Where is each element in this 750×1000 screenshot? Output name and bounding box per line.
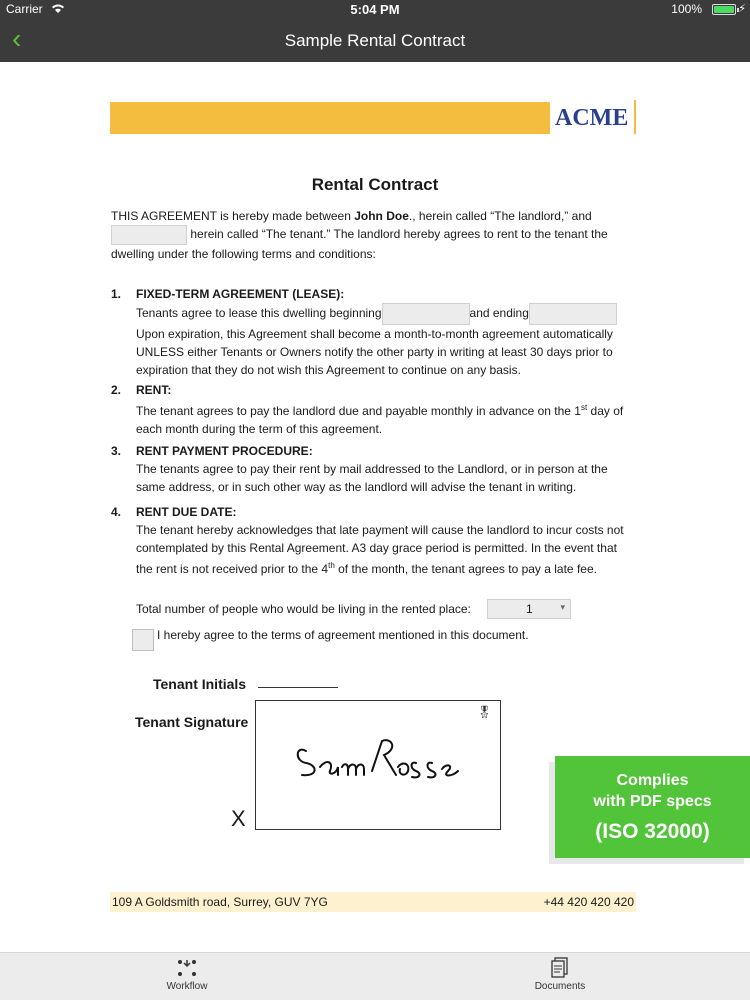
agree-label: I hereby agree to the terms of agreement mentioned in this document. (157, 628, 529, 642)
nav-bar (0, 20, 750, 62)
battery-icon (712, 4, 736, 15)
status-bar (0, 0, 750, 20)
item-number: 3. (111, 444, 122, 458)
carrier-label: Carrier (6, 2, 43, 16)
chevron-left-icon[interactable]: ‹ (12, 23, 22, 54)
clock: 5:04 PM (350, 2, 400, 17)
landlord-name: John Doe (354, 209, 409, 223)
signature-field[interactable] (255, 700, 501, 830)
lease-end-date-field[interactable] (529, 303, 617, 325)
signature-label: Tenant Signature (135, 714, 249, 730)
logo-divider (634, 100, 636, 134)
charging-icon: ⚡ (738, 3, 746, 15)
address: 109 A Goldsmith road, Surrey, GUV 7YG (112, 895, 328, 909)
document-footer (110, 892, 636, 912)
pdf-compliance-banner: Complies with PDF specs (ISO 32000) (555, 756, 750, 858)
certificate-icon: 🎖 (476, 705, 492, 719)
item-number: 2. (111, 383, 122, 397)
handwritten-signature (292, 731, 462, 791)
agree-checkbox[interactable] (132, 629, 154, 651)
item-rent: RENT: The tenant agrees to pay the landlord due and payable monthly in advance on the 1st day of each month during the term of this agreement. (136, 383, 624, 436)
sign-here-mark: X (231, 806, 246, 831)
tenant-name-field[interactable] (111, 225, 187, 245)
page-title: Sample Rental Contract (284, 31, 466, 50)
item-number: 4. (111, 505, 122, 519)
initials-field[interactable] (258, 687, 338, 688)
item-number: 1. (111, 287, 122, 301)
acme-logo: ACME (555, 105, 629, 131)
document-title: Rental Contract (311, 175, 439, 194)
phone-number: +44 420 420 420 (543, 895, 634, 909)
item-payment-procedure: RENT PAYMENT PROCEDURE: The tenants agree to pay their rent by mail addressed to the Landlord, or in person at the same address, or in such other way as the landlord will advise the tenant in writing. (136, 444, 608, 494)
battery-percent: 100% (671, 2, 702, 16)
tab-documents[interactable] (510, 957, 610, 992)
document-view[interactable] (0, 62, 750, 952)
lease-start-date-field[interactable] (382, 303, 470, 325)
people-label: Total number of people who would be living in the rented place: (136, 602, 471, 616)
people-count-select[interactable]: 1 ▾ (487, 599, 571, 619)
documents-icon (510, 957, 610, 981)
tab-workflow[interactable] (137, 957, 237, 992)
tab-label: Workflow (166, 981, 208, 992)
chevron-down-icon: ▾ (560, 602, 565, 612)
item-lease: FIXED-TERM AGREEMENT (LEASE): Tenants agree to lease this dwelling beginning and ending Upon expiration, this Agreement shall become a month-to-month agreement automatically UNLESS either Tenants or Owners notify the other party in writing at least 30 days prior to expiration that they do not wish this Agreement to continue on any basis. (136, 285, 636, 379)
initials-label: Tenant Initials (153, 676, 247, 692)
workflow-icon (137, 957, 237, 981)
item-rent-due-date: RENT DUE DATE: The tenant hereby acknowledges that late payment will cause the landlord to incur costs not contemplated by this Rental Agreement. A3 day grace period is permitted. In the event that the rent is not received prior to the 4th of the month, the tenant agrees to pay a late fee. (136, 505, 624, 576)
header-banner (110, 102, 550, 134)
tab-bar (0, 952, 750, 1000)
tab-label: Documents (534, 981, 586, 992)
intro-paragraph: THIS AGREEMENT is hereby made between John Doe., herein called “The landlord,” and herein called “The tenant.” The landlord hereby agrees to rent to the tenant the dwelling under the following terms and conditions: (111, 209, 608, 261)
